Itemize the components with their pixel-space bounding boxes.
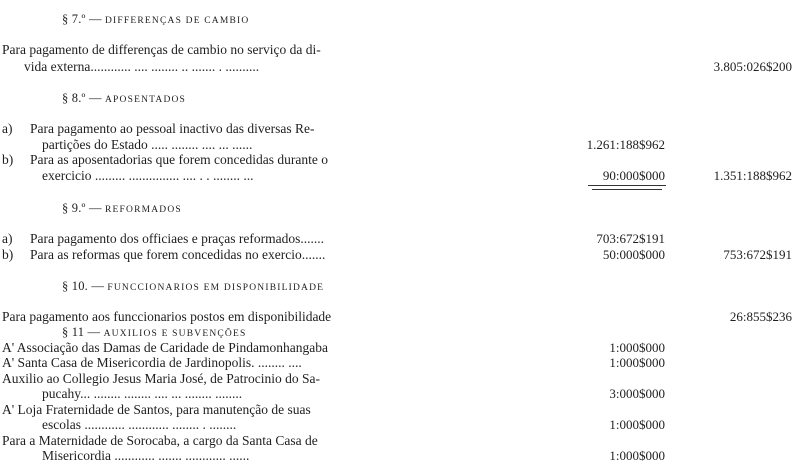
section-title: APOSENTADOS	[104, 95, 187, 105]
item-amount: 90:000$000	[602, 168, 665, 183]
section-number: § 9.º —	[62, 201, 102, 215]
section-7-total: 3.805:026$200	[713, 59, 792, 74]
section-8-heading	[62, 90, 186, 108]
entry-line: A' Loja Fraternidade de Santos, para manutenção de suas	[2, 402, 311, 417]
entry-line: escolas ............ ............ ........ . ........	[42, 417, 237, 432]
item-amount: 50:000$000	[602, 247, 665, 262]
subtotal-rule	[592, 189, 662, 190]
item-line: Para pagamento ao pessoal inactivo das diversas Re-	[30, 121, 315, 136]
section-number: § 8.º —	[62, 91, 102, 105]
item-line: Para as aposentadorias que forem concedidas durante o	[30, 152, 329, 167]
section-10-heading	[62, 278, 324, 296]
item-letter: a)	[2, 121, 13, 136]
section-number: § 11 —	[62, 325, 101, 339]
item-letter: b)	[2, 247, 14, 262]
section-7-heading	[62, 11, 249, 29]
entry-line: Misericordia ............ ....... ............ ......	[42, 448, 250, 463]
section-number: § 10. —	[62, 279, 105, 293]
item-line: Para as reformas que forem concedidas no exercio.......	[30, 247, 326, 262]
entry-amount: 1:000$000	[609, 355, 665, 370]
entry-amount: 1:000$000	[609, 448, 665, 463]
section-7-line-2: vida externa............ .... ........ .. ....... . ..........	[24, 59, 260, 74]
section-10-total: 26:855$236	[729, 309, 792, 324]
entry-line: A' Santa Casa de Misericordia de Jardinopolis. ........ ....	[2, 355, 302, 370]
section-10-line: Para pagamento aos funccionarios postos em disponibilidade	[2, 309, 332, 324]
entry-line: Para a Maternidade de Sorocaba, a cargo da Santa Casa de	[2, 433, 318, 448]
item-line: partições do Estado ..... ........ .... ... ......	[42, 137, 253, 152]
item-line: Para pagamento dos officiaes e praças reformados.......	[30, 231, 325, 246]
section-9-heading	[62, 200, 182, 218]
entry-amount: 1:000$000	[609, 417, 665, 432]
section-title: REFORMADOS	[104, 205, 182, 215]
entry-line: A' Associação das Damas de Caridade de Pindamonhangaba	[2, 340, 328, 355]
entry-line: Auxilio ao Collegio Jesus Maria José, de Patrocinio do Sa-	[2, 371, 320, 386]
entry-line: pucahy... ........ ........ .... ... ........ ........	[42, 386, 243, 401]
section-number: § 7.º —	[62, 12, 102, 26]
section-title: AUXILIOS E SUBVENÇÕES	[103, 329, 247, 339]
item-amount: 1.261:188$962	[586, 137, 665, 152]
section-title: DIFFERENÇAS DE CAMBIO	[104, 16, 250, 26]
entry-amount: 3:000$000	[609, 386, 665, 401]
item-line: exercicio ......... ............... .... . . ........ ...	[42, 168, 254, 183]
section-7-line-1: Para pagamento de differenças de cambio no serviço da di-	[2, 42, 321, 57]
section-8-total: 1.351:188$962	[713, 168, 792, 183]
item-amount: 703:672$191	[596, 231, 665, 246]
subtotal-rule	[588, 185, 666, 186]
item-letter: a)	[2, 231, 13, 246]
section-9-total: 753:672$191	[723, 247, 792, 262]
entry-amount: 1:000$000	[609, 340, 665, 355]
item-letter: b)	[2, 152, 14, 167]
section-title: FUNCCIONARIOS EM DISPONIBILIDADE	[107, 283, 325, 293]
